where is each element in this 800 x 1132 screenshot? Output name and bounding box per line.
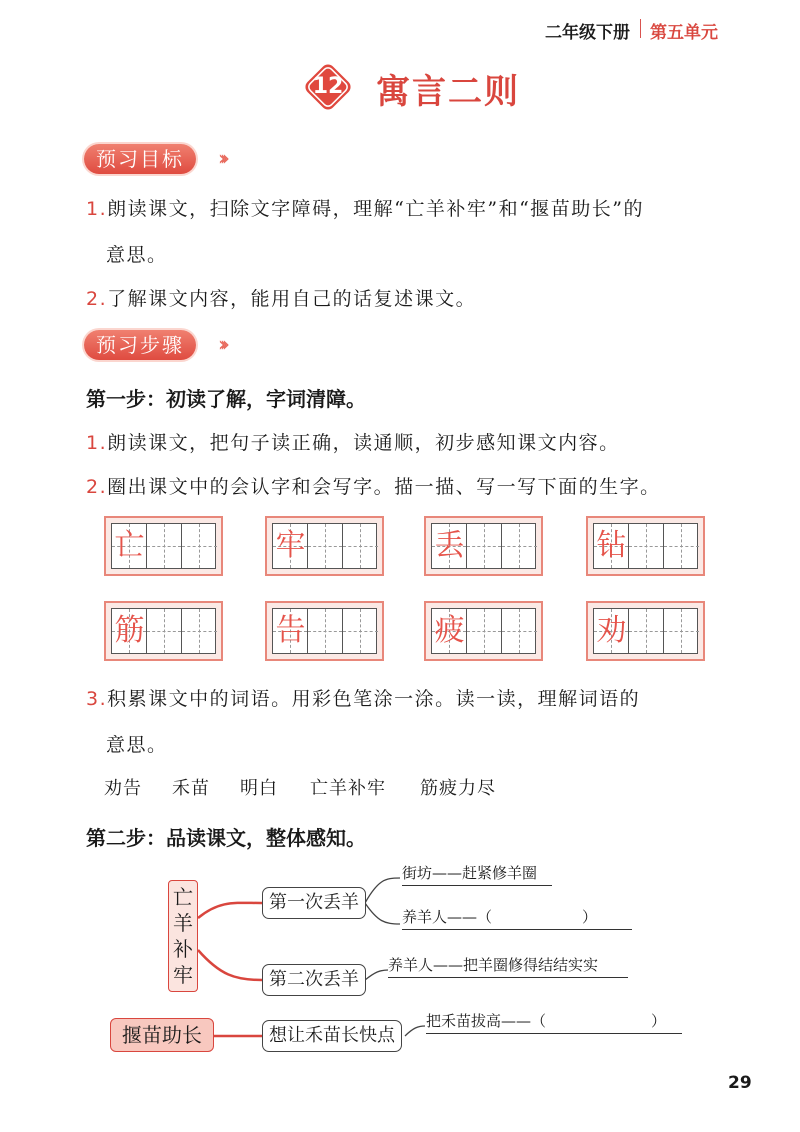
word-item: 亡羊补牢 — [310, 778, 386, 799]
lesson-number: 12 — [312, 74, 344, 99]
word-item: 筋疲力尽 — [420, 778, 496, 799]
mindmap-branch-3: 想让禾苗长快点 — [262, 1020, 402, 1052]
mindmap-leaf-1b: 养羊人——（ ） — [402, 906, 632, 930]
goals-tag: 预习目标 — [84, 144, 196, 174]
mindmap-leaf-1a: 街坊——赶紧修羊圈 — [402, 862, 552, 886]
step1-item-2: 2.圈出课文中的会认字和会写字。描一描、写一写下面的生字。 — [86, 476, 661, 498]
goal-item-2: 2.了解课文内容，能用自己的话复述课文。 — [86, 288, 477, 310]
step1-item-1: 1.朗读课文，把句子读正确，读通顺，初步感知课文内容。 — [86, 432, 620, 454]
mindmap-root-yamiao: 揠苗助长 — [110, 1018, 214, 1052]
chevrons-icon: ››› — [218, 146, 224, 170]
word-item: 明白 — [240, 778, 278, 799]
word-item: 劝告 — [104, 778, 142, 799]
steps-tag: 预习步骤 — [84, 330, 196, 360]
step1-item-3: 3.积累课文中的词语。用彩色笔涂一涂。读一读，理解词语的 — [86, 688, 641, 710]
page-number: 29 — [728, 1073, 752, 1093]
header-grade: 二年级下册 — [545, 23, 630, 43]
trace-character: 筋 — [114, 613, 145, 648]
trace-character: 丢 — [434, 528, 465, 563]
trace-character: 告 — [275, 613, 306, 648]
trace-character: 牢 — [275, 528, 306, 563]
trace-character: 疲 — [434, 613, 465, 648]
step1-item-3-cont: 意思。 — [106, 734, 168, 756]
word-item: 禾苗 — [172, 778, 210, 799]
trace-character: 劝 — [596, 613, 627, 648]
step2-heading: 第二步：品读课文，整体感知。 — [86, 826, 366, 850]
mindmap-leaf-2: 养羊人——把羊圈修得结结实实 — [388, 954, 628, 978]
trace-character: 钻 — [596, 528, 627, 563]
chevrons-icon: ››› — [218, 332, 224, 356]
goal-item-1: 1.朗读课文，扫除文字障碍，理解“亡羊补牢”和“揠苗助长”的 — [86, 198, 644, 220]
goal-item-1-cont: 意思。 — [106, 244, 168, 266]
lesson-title: 寓言二则 — [376, 72, 520, 112]
mindmap-leaf-3: 把禾苗拔高——（ ） — [426, 1010, 682, 1034]
trace-character: 亡 — [114, 528, 145, 563]
header-unit: 第五单元 — [650, 23, 718, 43]
step1-heading: 第一步：初读了解，字词清障。 — [86, 387, 366, 411]
mindmap-branch-2: 第二次丢羊 — [262, 964, 366, 996]
mindmap-branch-1: 第一次丢羊 — [262, 887, 366, 919]
mindmap-root-wangyang: 亡 羊 补 牢 — [168, 880, 198, 992]
